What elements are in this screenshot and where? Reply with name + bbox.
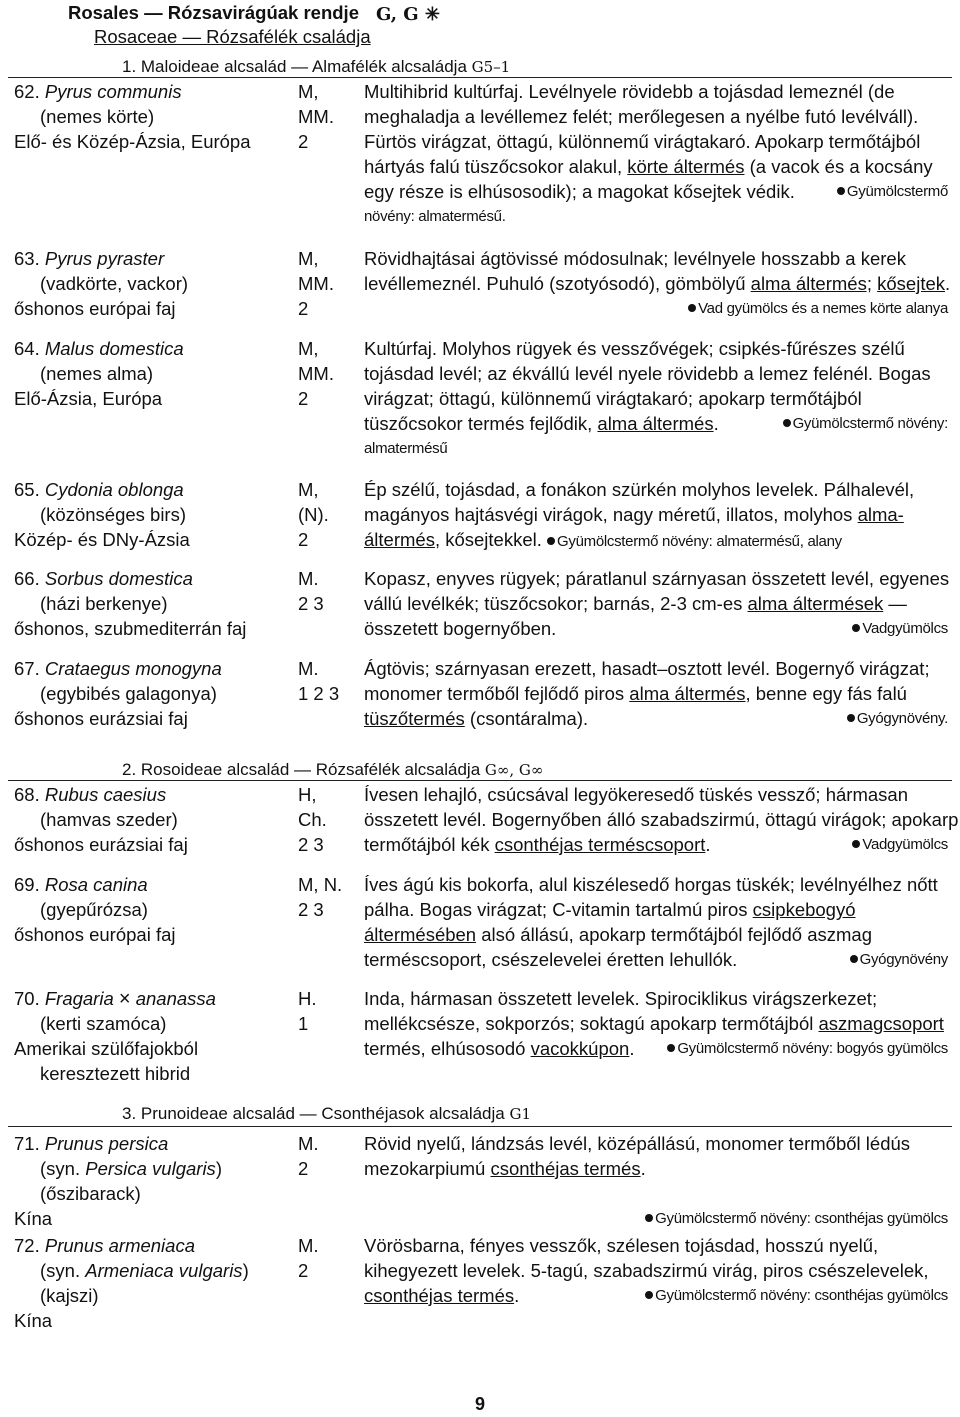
entry-67-codes: M. 1 2 3 xyxy=(298,658,340,704)
entry-63-species: 63. Pyrus pyraster (vadkörte, vackor) őshonos európai faj xyxy=(14,248,189,319)
entry-62-description: Multihibrid kultúrfaj. Levélnyele rövidebb a tojásdad lemeznél (de meghaladja a levéllemez felét; merőlegesen a nyélbe futó levélváll). Fürtös virágzat, öttagú, különnemű virágtakaró. Apokarp termőtájból hártyás falú tüszőcsokor alakul, körte áltermés (a vacok és a kocsány egy része is elhúsosodik); a magokat kősejtek védik. Gyümölcstermő növény: almatermésű. xyxy=(364,81,948,225)
subfamily-3-symbol: G1 xyxy=(509,1105,531,1123)
divider xyxy=(8,1126,952,1127)
divider xyxy=(8,77,952,78)
entry-68-description: Ívesen lehajló, csúcsával legyökeresedő tüskés vessző; hármasan összetett levél. Bogernyőben álló szabadszirmú, öttagú virágok; apokarp termőtájból kék csonthéjas terméscsoport. Vadgyümölcs xyxy=(364,784,959,855)
bullet-icon xyxy=(645,1214,653,1222)
bullet-icon xyxy=(852,624,860,632)
entry-70-codes: H. 1 xyxy=(298,988,317,1034)
entry-70-description: Inda, hármasan összetett levelek. Spirociklikus virágszerkezet; mellékcsésze, sokporzós; soktagú apokarp termőtájból aszmagcsoport termés, elhúsosodó vacokkúpon. Gyümölcstermő növény: bogyós gyümölcs xyxy=(364,988,948,1059)
bullet-icon xyxy=(688,304,696,312)
entry-65-codes: M, (N). 2 xyxy=(298,479,329,550)
entry-66-codes: M. 2 3 xyxy=(298,568,324,614)
family-title: Rosaceae — Rózsafélék családja xyxy=(94,26,371,47)
entry-72-codes: M. 2 xyxy=(298,1235,319,1281)
entry-64-codes: M, MM. 2 xyxy=(298,338,334,409)
bullet-icon xyxy=(852,840,860,848)
entry-67-species: 67. Crataegus monogyna (egybibés galagonya) őshonos eurázsiai faj xyxy=(14,658,222,729)
entry-67-description: Ágtövis; szárnyasan erezett, hasadt–osztott levél. Bogernyő virágzat; monomer termőből fejlődő piros alma áltermés, benne egy fás falú tüszőtermés (csontáralma). Gyógynövény. xyxy=(364,658,948,729)
divider xyxy=(8,780,952,781)
entry-63-description: Rövidhajtásai ágtövissé módosulnak; levélnyele hosszabb a kerek levéllemeznél. Puhuló (szotyósodó), gömbölyű alma áltermés; kősejtek. Vad gyümölcs és a nemes körte alanya xyxy=(364,248,951,317)
entry-72-description: Vörösbarna, fényes vesszők, szélesen tojásdad, hosszú nyelű, kihegyezett levelek. 5-tagú, szabadszirmú virág, piros csészelevelek, csonthéjas termés. Gyümölcstermő növény: csonthéjas gyümölcs xyxy=(364,1235,948,1306)
header-gynoecium-symbol: G, G ✳ xyxy=(376,4,440,25)
entry-65-description: Ép szélű, tojásdad, a fonákon szürkén molyhos levelek. Pálhalevél, magányos hajtásvégi virágok, nagy méretű, illatos, molyhos alma- áltermés, kősejtekkel. Gyümölcstermő növény: almatermésű, alany xyxy=(364,479,915,550)
entry-66-description: Kopasz, enyves rügyek; páratlanul szárnyasan összetett levél, egyenes vállú levélkék; tüszőcsokor; barnás, 2-3 cm-es alma áltermések — összetett bogernyőben. Vadgyümölcs xyxy=(364,568,950,639)
entry-69-species: 69. Rosa canina (gyepűrózsa) őshonos európai faj xyxy=(14,874,176,945)
entry-63-codes: M, MM. 2 xyxy=(298,248,334,319)
hybrid-cross-icon: × xyxy=(118,988,131,1010)
entry-66-species: 66. Sorbus domestica (házi berkenye) őshonos, szubmediterrán faj xyxy=(14,568,247,639)
bullet-icon xyxy=(667,1044,675,1052)
entry-71-species: 71. Prunus persica (syn. Persica vulgaris) (őszibarack) Kína xyxy=(14,1133,222,1229)
bullet-icon xyxy=(847,714,855,722)
bullet-icon xyxy=(645,1291,653,1299)
entry-71-description: Rövid nyelű, lándzsás levél, középállású, monomer termőből lédús mezokarpiumú csonthéjas termés. Gyümölcstermő növény: csonthéjas gyümölcs xyxy=(364,1133,948,1227)
bullet-icon xyxy=(850,955,858,963)
page-number: 9 xyxy=(474,1394,485,1414)
entry-62-codes: M, MM. 2 xyxy=(298,81,334,152)
entry-71-codes: M. 2 xyxy=(298,1133,319,1179)
entry-68-codes: H, Ch. 2 3 xyxy=(298,784,327,855)
subfamily-2-heading: 2. Rosoideae alcsalád — Rózsafélék alcsaládja G∞, G∞ xyxy=(122,760,544,779)
entry-65-species: 65. Cydonia oblonga (közönséges birs) Közép- és DNy-Ázsia xyxy=(14,479,190,550)
subfamily-1-heading: 1. Maloideae alcsalád — Almafélék alcsaládja G5–1 xyxy=(122,57,511,76)
entry-70-species: 70. Fragaria × ananassa (kerti szamóca) Amerikai szülőfajokból keresztezett hibrid xyxy=(14,988,216,1084)
order-title: Rosales — Rózsavirágúak rendje xyxy=(68,2,359,23)
entry-64-description: Kultúrfaj. Molyhos rügyek és vesszővégek; csipkés-fűrészes szélű tojásdad levél; az ékvállú levél nyele rövidebb a lemez felénél. Bogas virágzat; öttagú, különnemű virágtakaró; apokarp termőtájból tüszőcsokor termés fejlődik, alma áltermés. Gyümölcstermő növény: almatermésű xyxy=(364,338,948,457)
subfamily-1-symbol: G5–1 xyxy=(471,58,511,76)
bullet-icon xyxy=(547,537,555,545)
entry-69-codes: M, N. 2 3 xyxy=(298,874,343,920)
entry-68-species: 68. Rubus caesius (hamvas szeder) őshonos eurázsiai faj xyxy=(14,784,188,855)
subfamily-2-symbol: G∞, G∞ xyxy=(484,761,544,779)
entry-72-species: 72. Prunus armeniaca (syn. Armeniaca vulgaris) (kajszi) Kína xyxy=(14,1235,249,1331)
entry-62-species: 62. Pyrus communis (nemes körte) Elő- és Közép-Ázsia, Európa xyxy=(14,81,251,152)
bullet-icon xyxy=(783,419,791,427)
entry-69-description: Íves ágú kis bokorfa, alul kiszélesedő horgas tüskék; levélnyélhez nőtt pálha. Bogas virágzat; C-vitamin tartalmú piros csipkebogyó áltermésében alsó állású, apokarp termőtájból fejlődő aszmag terméscsoport, csészelevelei éretten lehullók. Gyógynövény xyxy=(364,874,948,970)
entry-64-species: 64. Malus domestica (nemes alma) Elő-Ázsia, Európa xyxy=(14,338,184,409)
subfamily-3-heading: 3. Prunoideae alcsalád — Csonthéjasok alcsaládja G1 xyxy=(122,1104,531,1123)
bullet-icon xyxy=(837,187,845,195)
